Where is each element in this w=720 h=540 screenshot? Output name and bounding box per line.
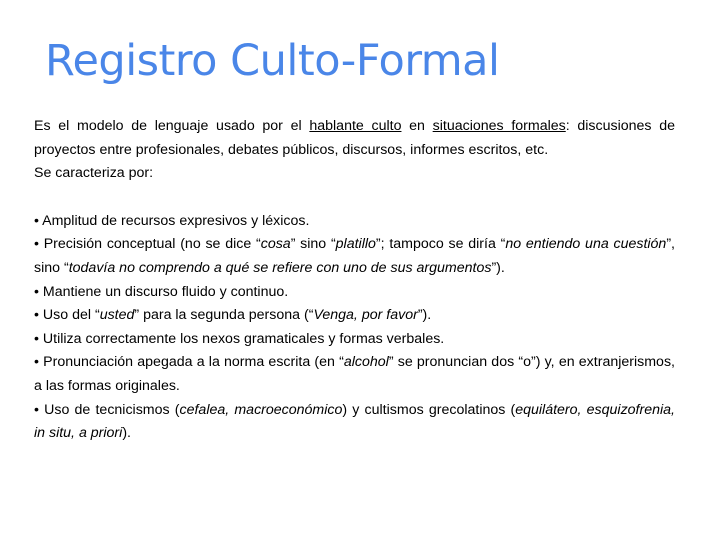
precision-text-c: ” sino “ <box>290 236 336 253</box>
example-usted: usted <box>99 307 135 324</box>
term-hablante-culto: hablante culto <box>309 118 402 134</box>
intro-text-2: en <box>401 118 433 134</box>
example-platillo: platillo <box>335 236 376 253</box>
bullet-amplitud: • Amplitud de recursos expresivos y léxicos. <box>34 212 310 229</box>
intro-paragraph <box>34 115 675 162</box>
example-todavia: todavía no comprendo a qué se refiere con uno de sus argumentos <box>68 259 492 276</box>
bullet-pronunciacion <box>34 351 675 398</box>
tecnicismos-text-e: ). <box>122 425 131 442</box>
example-venga: Venga, por favor <box>313 307 418 324</box>
precision-text-g: ”, sino “ <box>34 236 675 276</box>
bullet-nexos: • Utiliza correctamente los nexos gramaticales y formas verbales. <box>34 330 445 347</box>
tecnicismos-text-c: ) y cultismos grecolatinos ( <box>342 401 516 418</box>
precision-text-a: • Precisión conceptual (no se dice “ <box>34 236 261 253</box>
example-alcohol: alcohol <box>343 354 389 371</box>
intro-text-1: Es el modelo de lenguaje usado por el <box>34 118 310 134</box>
example-no-entiendo: no entiendo una cuestión <box>505 236 667 253</box>
example-cultismos: equilátero, esquizofrenia, in situ, a priori <box>34 401 675 442</box>
precision-text-e: ”; tampoco se diría “ <box>375 236 506 253</box>
pronunciacion-text-a: • Pronunciación apegada a la norma escrita (en “ <box>34 354 344 371</box>
usted-text-a: • Uso del “ <box>34 307 100 324</box>
spacer <box>34 186 675 210</box>
slide-body <box>34 115 675 446</box>
example-cosa: cosa <box>260 236 291 253</box>
pronunciacion-text-c: ” se pronuncian dos “o”) y, en extranjerismos, a las formas originales. <box>34 354 675 394</box>
example-tecnicismos: cefalea, macroeconómico <box>179 401 343 418</box>
usted-text-c: ” para la segunda persona (“ <box>134 307 314 324</box>
bullet-fluido: • Mantiene un discurso fluido y continuo. <box>34 283 289 300</box>
precision-text-i: ”). <box>491 259 505 276</box>
intro-text-3: : discusiones de proyectos entre profesionales, debates públicos, discursos, informes escritos, etc. <box>34 118 676 158</box>
bullet-tecnicismos <box>34 399 675 446</box>
tecnicismos-text-a: • Uso de tecnicismos ( <box>34 401 180 418</box>
usted-text-e: ”). <box>417 307 432 324</box>
term-situaciones-formales: situaciones formales <box>432 118 566 134</box>
caracteriza-line: Se caracteriza por: <box>34 165 154 182</box>
bullet-precision <box>34 233 675 280</box>
bullet-usted <box>34 304 675 328</box>
slide-title: Registro Culto-Formal <box>45 36 500 86</box>
